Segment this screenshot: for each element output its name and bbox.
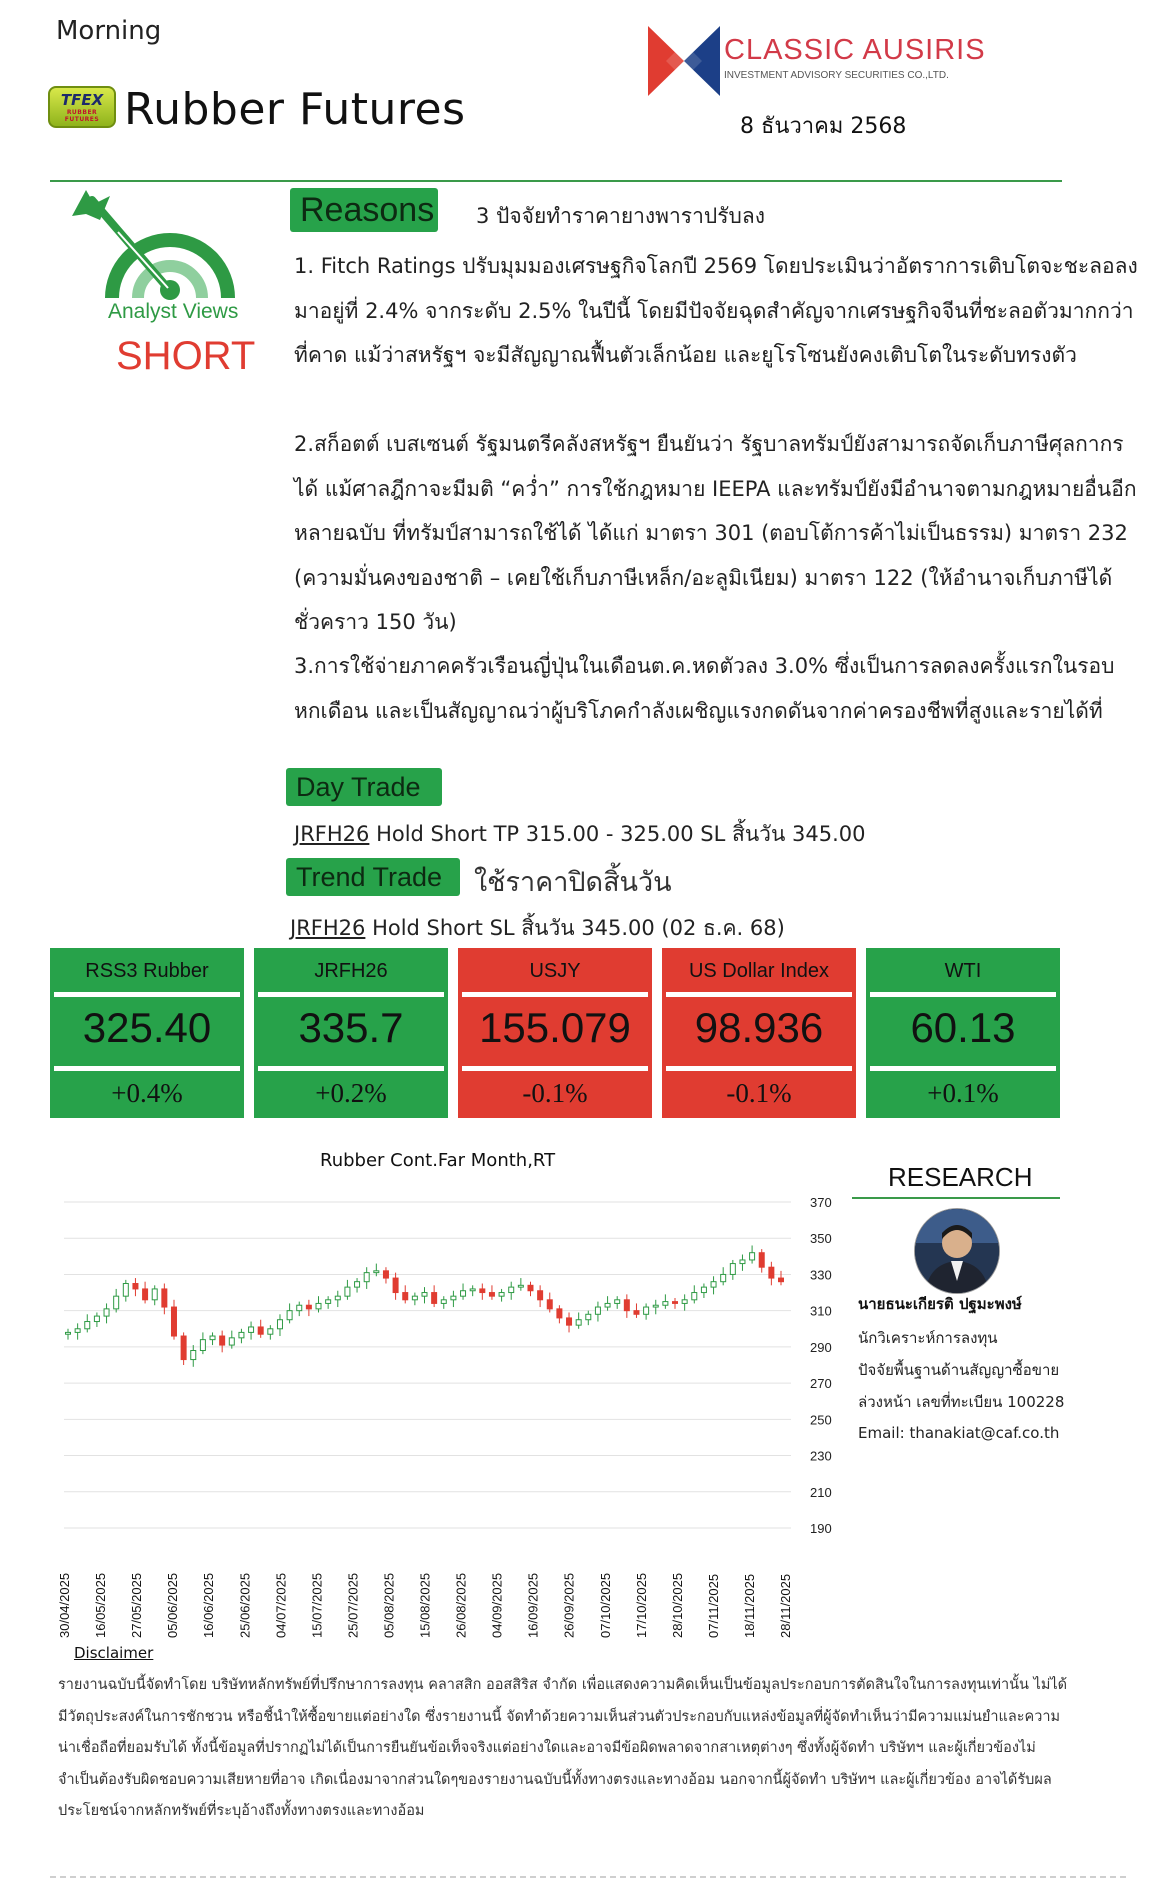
candle (711, 1282, 716, 1287)
analyst-license: ปัจจัยพื้นฐานด้านสัญญาซื้อขาย (858, 1361, 1060, 1379)
quote-price: 335.7 (298, 1004, 404, 1051)
candle (114, 1296, 119, 1309)
disclaimer-title: Disclaimer (74, 1644, 154, 1662)
candle (759, 1253, 764, 1267)
candle (461, 1291, 466, 1296)
analyst-name: นายธนะเกียรติ ปฐมะพงษ์ (858, 1295, 1022, 1313)
quote-change: +0.4% (111, 1078, 183, 1108)
x-tick-label: 18/11/2025 (741, 1573, 757, 1638)
quote-price: 155.079 (479, 1004, 631, 1051)
candle (779, 1278, 784, 1282)
candle (528, 1285, 533, 1290)
x-tick-label: 28/10/2025 (669, 1572, 685, 1638)
x-tick-label: 27/05/2025 (129, 1572, 145, 1638)
report-date: 8 ธันวาคม 2568 (740, 114, 907, 139)
candle (345, 1287, 350, 1296)
candle (364, 1273, 369, 1282)
quote-box-wti (866, 948, 1060, 1118)
y-tick-label: 350 (810, 1231, 832, 1247)
x-tick-label: 30/04/2025 (57, 1572, 72, 1638)
tfex-logo (48, 86, 116, 128)
candle (451, 1296, 456, 1300)
candle (297, 1305, 302, 1310)
candle (412, 1296, 417, 1300)
x-tick-label: 16/06/2025 (201, 1572, 217, 1638)
candle (220, 1336, 225, 1345)
research-divider (852, 1197, 1060, 1199)
candle (721, 1274, 726, 1281)
analyst-photo-icon (915, 1209, 999, 1293)
quote-box-dxy (662, 948, 856, 1118)
y-tick-label: 230 (810, 1448, 832, 1464)
quote-price: 98.936 (694, 1004, 824, 1051)
candle (644, 1307, 649, 1314)
quote-price: 60.13 (910, 1004, 1016, 1051)
target-arrow-icon (70, 186, 260, 306)
quote-price: 325.40 (82, 1004, 212, 1051)
candle (518, 1285, 523, 1287)
reasons-subtitle: 3 ปัจจัยทำราคายางพาราปรับลง (476, 204, 765, 228)
candle (133, 1284, 138, 1289)
analyst-license-number: ล่วงหน้า เลขที่ทะเบียน 100228 (858, 1393, 1065, 1411)
x-tick-label: 04/09/2025 (489, 1572, 505, 1638)
candle (75, 1329, 80, 1333)
header-divider (50, 180, 1062, 182)
candle (499, 1293, 504, 1297)
quote-name: RSS3 Rubber (85, 960, 209, 982)
y-tick-label: 250 (810, 1412, 832, 1428)
trend-trade-recommendation (290, 912, 785, 945)
analyst-views-label: Analyst Views (108, 300, 239, 323)
day-trade-text: Hold Short TP 315.00 - 325.00 SL สิ้นวัน 345.00 (369, 822, 866, 846)
trend-trade-symbol: JRFH26 (290, 916, 366, 940)
candle (750, 1253, 755, 1260)
candle (663, 1302, 668, 1306)
tfex-logo-sub: RUBBER FUTURES (64, 109, 100, 123)
candle (85, 1322, 90, 1329)
quote-change: +0.2% (315, 1078, 387, 1108)
signal-label: SHORT (116, 334, 256, 378)
candle (624, 1300, 629, 1311)
candle (66, 1332, 71, 1334)
tfex-logo-text: TFEX (60, 91, 104, 109)
quote-change: -0.1% (522, 1078, 588, 1108)
candle (653, 1305, 658, 1307)
day-trade-recommendation (294, 818, 866, 851)
y-tick-label: 270 (810, 1376, 832, 1392)
candle (191, 1351, 196, 1360)
edition-label: Morning (56, 16, 162, 46)
candle (586, 1314, 591, 1319)
quote-name: JRFH26 (314, 960, 388, 982)
trend-trade-subtitle: ใช้ราคาปิดสิ้นวัน (474, 867, 672, 898)
candle (94, 1316, 99, 1321)
y-tick-label: 190 (810, 1521, 832, 1536)
brand-name: CLASSIC AUSIRIS (724, 34, 986, 66)
trend-trade-text: Hold Short SL สิ้นวัน 345.00 (02 ธ.ค. 68) (365, 916, 785, 940)
candle (673, 1302, 678, 1304)
candle (403, 1293, 408, 1300)
quote-name: WTI (944, 960, 982, 982)
candle (432, 1293, 437, 1304)
candle (181, 1336, 186, 1360)
x-tick-label: 05/08/2025 (381, 1572, 397, 1638)
quote-box-jrfh26 (254, 948, 448, 1118)
candle (210, 1336, 215, 1340)
quote-box-rss3 (50, 948, 244, 1118)
page-title: Rubber Futures (124, 84, 466, 135)
x-tick-label: 16/05/2025 (93, 1572, 109, 1638)
candle (634, 1311, 639, 1315)
reason-item: 3.การใช้จ่ายภาคครัวเรือนญี่ปุ่นในเดือนต.ค.หดตัวลง 3.0% ซึ่งเป็นการลดลงครั้งแรกในรอบหกเดือน และเป็นสัญญาณว่าผู้บริโภคกำลังเผชิญแรงกดดันจากค่าครองชีพที่สูงและรายได้ที่ (294, 654, 1115, 723)
brand-logo-icon (648, 26, 720, 96)
candle (441, 1300, 446, 1304)
candle (769, 1267, 774, 1278)
candle (239, 1332, 244, 1337)
candle (326, 1300, 331, 1304)
candle (268, 1329, 273, 1334)
candle (740, 1260, 745, 1264)
candle (509, 1287, 514, 1292)
candle (316, 1303, 321, 1308)
quote-name: USJY (529, 960, 581, 982)
candle (200, 1340, 205, 1351)
candle (355, 1282, 360, 1287)
candle (104, 1309, 109, 1316)
x-tick-label: 17/10/2025 (633, 1572, 649, 1638)
candle (383, 1271, 388, 1278)
candle (615, 1300, 620, 1304)
candle (701, 1287, 706, 1292)
candle (557, 1309, 562, 1318)
candle (287, 1311, 292, 1320)
day-trade-symbol: JRFH26 (294, 822, 370, 846)
candle (123, 1284, 128, 1297)
x-tick-label: 07/10/2025 (597, 1572, 613, 1638)
y-tick-label: 290 (810, 1339, 832, 1355)
candle (374, 1271, 379, 1273)
quote-change: +0.1% (927, 1078, 999, 1108)
quote-change: -0.1% (726, 1078, 792, 1108)
candle (489, 1293, 494, 1297)
analyst-role: นักวิเคราะห์การลงทุน (858, 1329, 998, 1347)
candle (567, 1318, 572, 1325)
candle (229, 1338, 234, 1345)
disclaimer-text: รายงานฉบับนี้จัดทำโดย บริษัทหลักทรัพย์ที่ปรึกษาการลงทุน คลาสสิก ออสสิริส จำกัด เพื่อแสดงความคิดเห็นเป็นข้อมูลประกอบการตัดสินใจในการลงทุนเท่านั้น ไม่ได้มีวัตถุประสงค์ในการชักชวน หรือชี้นำให้ซื้อขายแต่อย่างใด ซึ่งรายงานนี้ จัดทำด้วยความเห็นส่วนตัวประกอบกับแหล่งข้อมูลที่ผู้จัดทำเห็นว่ามีความแม่นยำและความน่าเชื่อถือที่ยอมรับได้ ทั้งนี้ข้อมูลที่ปรากฏไม่ได้เป็นการยืนยันข้อเท็จจริงแต่อย่างใดและอาจมีข้อผิดพลาดจากสาเหตุต่างๆ ซึ่งทั้งผู้จัดทำ บริษัทฯ และผู้เกี่ยวข้องไม่จำเป็นต้องรับผิดชอบความเสียหายที่อาจ เกิดเนื่องมาจากส่วนใดๆของรายงานฉบับนี้ทั้งทางตรงและทางอ้อม นอกจากนี้ผู้จัดทำ บริษัทฯ และผู้เกี่ยวข้อง อาจได้รับผลประโยชน์จากหลักทรัพย์ที่ระบุอ้างถึงทั้งทางตรงและทางอ้อม (58, 1677, 1068, 1819)
avatar (914, 1208, 1000, 1294)
x-tick-label: 04/07/2025 (273, 1572, 289, 1638)
research-heading: RESEARCH (888, 1162, 1033, 1192)
analyst-email[interactable]: Email: thanakiat@caf.co.th (858, 1424, 1060, 1442)
candle (306, 1305, 311, 1309)
candle (480, 1289, 485, 1293)
quote-box-usjy (458, 948, 652, 1118)
x-tick-label: 28/11/2025 (778, 1573, 793, 1638)
candle (249, 1327, 254, 1332)
candle (393, 1278, 398, 1292)
x-tick-label: 07/11/2025 (705, 1573, 721, 1638)
candle (171, 1307, 176, 1336)
trend-trade-heading: Trend Trade (286, 858, 460, 896)
y-tick-label: 210 (810, 1484, 832, 1500)
candle (576, 1320, 581, 1325)
day-trade-heading: Day Trade (286, 768, 442, 806)
candle (692, 1293, 697, 1300)
candle (730, 1264, 735, 1275)
candle (162, 1289, 167, 1307)
x-tick-label: 16/09/2025 (525, 1572, 541, 1638)
candle (152, 1289, 157, 1300)
candle (538, 1291, 543, 1300)
x-tick-label: 26/09/2025 (561, 1572, 577, 1638)
chart-title: Rubber Cont.Far Month,RT (320, 1150, 556, 1171)
candle (277, 1320, 282, 1329)
footer-divider (50, 1876, 1126, 1878)
reason-item: 1. Fitch Ratings ปรับมุมมองเศรษฐกิจโลกปี 2569 โดยประเมินว่าอัตราการเติบโตจะชะลอลงมาอยู่ที่ 2.4% จากระดับ 2.5% ในปีนี้ โดยมีปัจจัยฉุดสำคัญจากเศรษฐกิจจีนที่ชะลอตัวมากกว่าที่คาด แม้ว่าสหรัฐฯ จะมีสัญญาณฟื้นตัวเล็กน้อย และยูโรโซนยังคงเติบโตในระดับทรงตัว (294, 254, 1138, 367)
candle (547, 1300, 552, 1309)
candle (335, 1296, 340, 1300)
x-tick-label: 25/07/2025 (345, 1572, 361, 1638)
reason-item: 2.สก็อตต์ เบสเซนต์ รัฐมนตรีคลังสหรัฐฯ ยืนยันว่า รัฐบาลทรัมป์ยังสามารถจัดเก็บภาษีศุลกากรได้ แม้ศาลฎีกาจะมีมติ “คว่ำ” การใช้กฎหมาย IEEPA และทรัมป์ยังมีอำนาจตามกฎหมายอื่นอีกหลายฉบับ ที่ทรัมป์สามารถใช้ได้ ได้แก่ มาตรา 301 (ตอบโต้การค้าไม่เป็นธรรม) มาตรา 232 (ความมั่นคงของชาติ – เคยใช้เก็บภาษีเหล็ก/อะลูมิเนียม) มาตรา 122 (ให้อำนาจเก็บภาษีได้ชั่วคราว 150 วัน) (294, 432, 1137, 634)
candle (605, 1303, 610, 1307)
candle (143, 1289, 148, 1300)
x-tick-label: 25/06/2025 (237, 1572, 253, 1638)
y-tick-label: 330 (810, 1267, 832, 1283)
candle (258, 1327, 263, 1334)
x-tick-label: 15/07/2025 (309, 1572, 325, 1638)
reasons-heading: Reasons (290, 188, 438, 232)
quote-name: US Dollar Index (688, 960, 830, 982)
candle (470, 1289, 475, 1291)
x-tick-label: 26/08/2025 (453, 1572, 469, 1638)
candle (422, 1293, 427, 1297)
x-tick-label: 05/06/2025 (165, 1572, 181, 1638)
candle (682, 1300, 687, 1304)
price-chart (56, 1186, 846, 1638)
y-tick-label: 370 (810, 1195, 832, 1210)
candle (595, 1307, 600, 1314)
brand-subtitle: INVESTMENT ADVISORY SECURITIES CO.,LTD. (724, 70, 949, 81)
y-tick-label: 310 (810, 1303, 832, 1319)
x-tick-label: 15/08/2025 (417, 1572, 433, 1638)
